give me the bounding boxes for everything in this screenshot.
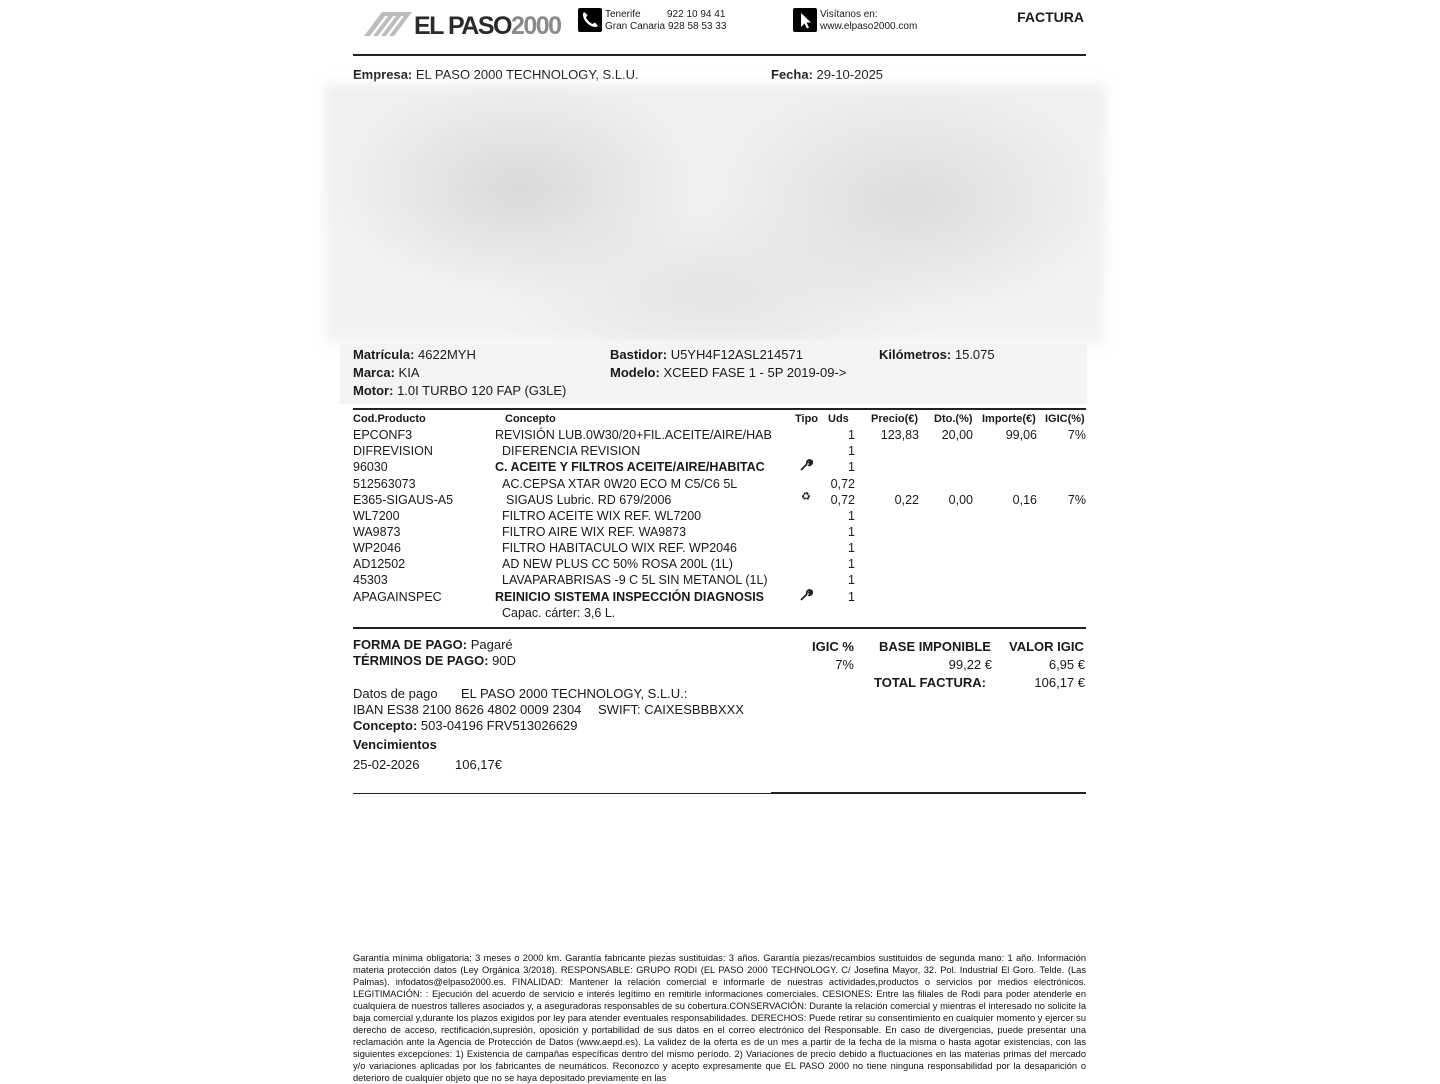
- col-header-importe: Importe(€): [982, 413, 1036, 425]
- kilometros-value: 15.075: [954, 347, 995, 362]
- line-uds: 1: [848, 590, 855, 604]
- matricula-value: 4622MYH: [418, 347, 476, 362]
- motor-label: Motor:: [353, 383, 394, 398]
- line-dto: 20,00: [941, 428, 973, 442]
- company-value: EL PASO 2000 TECHNOLOGY, S.L.U.: [415, 67, 639, 82]
- motor-row: [353, 383, 566, 398]
- footer-divider-right: [771, 792, 1086, 794]
- col-header-uds: Uds: [828, 413, 849, 425]
- line-codigo: WL7200: [353, 509, 400, 523]
- line-codigo: WA9873: [353, 525, 401, 539]
- line-codigo: 45303: [353, 573, 388, 587]
- date-value: 29-10-2025: [816, 67, 884, 82]
- company-label: Empresa:: [353, 67, 413, 82]
- swift-value: SWIFT: CAIXESBBBXXX: [598, 702, 744, 717]
- totals-igic-value: 7%: [835, 657, 854, 672]
- capacity-note: Capac. cárter: 3,6 L.: [502, 606, 616, 620]
- company-logo: [414, 12, 561, 41]
- col-header-tipo: Tipo: [795, 413, 819, 425]
- line-uds: 0,72: [830, 477, 855, 491]
- wrench-icon: [800, 589, 813, 602]
- line-codigo: 512563073: [353, 477, 416, 491]
- col-header-codigo: Cod.Producto: [353, 413, 426, 425]
- total-factura-value: 106,17 €: [1034, 675, 1085, 690]
- line-uds: 1: [848, 557, 855, 571]
- concepto-label: Concepto:: [353, 718, 418, 733]
- line-concepto: AC.CEPSA XTAR 0W20 ECO M C5/C6 5L: [502, 477, 738, 491]
- line-concepto: FILTRO HABITACULO WIX REF. WP2046: [502, 541, 737, 555]
- legal-text: Garantía mínima obligatoria: 3 meses o 2000 km. Garantía fabricante piezas sustituidas: 3 años. Garantía piezas/recambios sustituidos de segunda mano: 1 año. Información materia protección datos (Ley Orgánica 3/2018). RESPONSABLE: GRUPO RODI (EL PASO 2000 TECHNOLOGY. C/ Josefina Mayor, 32. Pol. Industrial El Goro. Telde. (Las Palmas). infodatos@elpaso2000.es. FINALIDAD: Mantener la relación comercial e informarle de nuestras actividades,productos o servicios por medios electrónicos. LEGITIMACIÓN: : Ejecución del acuerdo de servicio e interés legítimo en remitirle informaciones comerciales. CESIONES: Entre las filiales de Rodi para poder atenderle en cualquiera de nuestros talleres asociados y, a aseguradoras responsables de su cobertura.CONSERVACIÓN: Durante la relación comercial y mientras el interesado no solicite la baja comercial y,durante los plazos exigidos por ley para atender eventuales responsabilidades. DERECHOS: Puede retirar su consentimiento en cualquier momento y ejercer su derecho de acceso, rectificación,supresión, oposición y portabilidad de sus datos en el correo electrónico del Responsable. En caso de divergencias, puede presentar una reclamación ante la Agencia de Protección de Datos (www.aepd.es). La validez de la oferta es de un mes a partir de la fecha de la misma o hasta agotar existencias, con las siguientes excepciones: 1) Existencia de campañas específicas dentro del mismo período. 2) Variaciones de precio debido a fluctuaciones en las materias primas del mercado y/o variaciones aplicadas por los fabricantes de neumáticos. Reconozco y acepto expresamente que EL PASO 2000 no tiene ninguna responsabilidad por la desaparición o deterioro de cualquier objeto que no se haya depositado previamente en las: [353, 953, 1086, 1083]
- datos-pago-empresa: EL PASO 2000 TECHNOLOGY, S.L.U.:: [461, 686, 688, 701]
- line-concepto: LAVAPARABRISAS -9 C 5L SIN METANOL (1L): [502, 573, 768, 587]
- line-igic: 7%: [1067, 428, 1086, 442]
- line-codigo: E365-SIGAUS-A5: [353, 493, 454, 507]
- line-uds: 1: [848, 460, 855, 474]
- line-codigo: 96030: [353, 460, 388, 474]
- line-concepto: DIFERENCIA REVISION: [502, 444, 641, 458]
- line-uds: 1: [848, 525, 855, 539]
- table-bottom-divider: [353, 627, 1086, 629]
- line-uds: 1: [848, 573, 855, 587]
- line-concepto: REINICIO SISTEMA INSPECCIÓN DIAGNOSIS: [495, 590, 765, 604]
- phone-tenerife-label: Tenerife: [605, 9, 641, 20]
- modelo-row: [610, 365, 846, 380]
- marca-label: Marca:: [353, 365, 395, 380]
- document-type-title: FACTURA: [1017, 9, 1084, 25]
- web-label: Visítanos en:: [820, 9, 878, 20]
- line-codigo: DIFREVISION: [353, 444, 433, 458]
- totals-base-value: 99,22 €: [948, 657, 992, 672]
- datos-pago-label: Datos de pago: [353, 686, 438, 701]
- line-codigo: AD12502: [353, 557, 406, 571]
- recycle-icon: ♻: [801, 491, 811, 503]
- date-label: Fecha:: [771, 67, 813, 82]
- matricula-label: Matrícula:: [353, 347, 415, 362]
- modelo-value: XCEED FASE 1 - 5P 2019-09->: [663, 365, 847, 380]
- line-importe: 0,16: [1012, 493, 1037, 507]
- total-factura-label: TOTAL FACTURA:: [874, 675, 986, 690]
- iban-value: IBAN ES38 2100 8626 4802 0009 2304: [353, 702, 582, 717]
- line-uds: 1: [848, 428, 855, 442]
- phone-icon: [578, 8, 602, 32]
- bastidor-label: Bastidor:: [610, 347, 668, 362]
- line-uds: 1: [848, 541, 855, 555]
- kilometros-label: Kilómetros:: [879, 347, 952, 362]
- line-concepto: REVISIÓN LUB.0W30/20+FIL.ACEITE/AIRE/HAB: [495, 428, 772, 442]
- concepto-value: 503-04196 FRV513026629: [420, 718, 578, 733]
- line-concepto: C. ACEITE Y FILTROS ACEITE/AIRE/HABITAC: [495, 460, 765, 474]
- web-url-link[interactable]: www.elpaso2000.com: [820, 21, 918, 32]
- totals-valor-header: VALOR IGIC: [1009, 639, 1084, 654]
- forma-pago-value: Pagaré: [470, 637, 513, 652]
- line-uds: 1: [848, 444, 855, 458]
- vencimiento-importe: 106,17€: [455, 757, 502, 772]
- bastidor-value: U5YH4F12ASL214571: [670, 347, 803, 362]
- kilometros-row: [879, 347, 995, 362]
- line-importe: 99,06: [1005, 428, 1037, 442]
- phone-tenerife-number[interactable]: 922 10 94 41: [667, 9, 726, 20]
- line-dto: 0,00: [948, 493, 973, 507]
- line-uds: 1: [848, 509, 855, 523]
- vencimientos-heading: Vencimientos: [353, 737, 437, 752]
- company-row: [353, 67, 639, 82]
- line-precio: 0,22: [894, 493, 919, 507]
- logo-text-number: 2000: [510, 12, 561, 40]
- line-codigo: EPCONF3: [353, 428, 413, 442]
- line-precio: 123,83: [880, 428, 919, 442]
- totals-valor-value: 6,95 €: [1048, 657, 1085, 672]
- date-row: [771, 67, 883, 82]
- line-igic: 7%: [1067, 493, 1086, 507]
- line-codigo: APAGAINSPEC: [353, 590, 442, 604]
- line-codigo: WP2046: [353, 541, 401, 555]
- phone-gc-label: Gran Canaria: [605, 21, 666, 32]
- marca-value: KIA: [398, 365, 420, 380]
- concepto-row: [353, 718, 578, 733]
- terminos-pago-label: TÉRMINOS DE PAGO:: [353, 653, 489, 668]
- terminos-pago-value: 90D: [492, 653, 517, 668]
- line-concepto: FILTRO ACEITE WIX REF. WL7200: [502, 509, 702, 523]
- table-top-divider: [353, 408, 1086, 410]
- motor-value: 1.0I TURBO 120 FAP (G3LE): [397, 383, 567, 398]
- cursor-icon: [793, 8, 817, 32]
- phone-gc-number[interactable]: 928 58 53 33: [668, 21, 727, 32]
- logo-text-main: EL PASO: [414, 12, 511, 40]
- line-uds: 0,72: [830, 493, 855, 507]
- line-concepto: SIGAUS Lubric. RD 679/2006: [506, 493, 672, 507]
- header-divider: [353, 54, 1086, 56]
- totals-base-header: BASE IMPONIBLE: [879, 639, 991, 654]
- wrench-icon: [800, 459, 813, 472]
- line-concepto: FILTRO AIRE WIX REF. WA9873: [502, 525, 687, 539]
- redacted-customer-area: [325, 84, 1105, 344]
- col-header-igic: IGIC(%): [1045, 413, 1085, 425]
- modelo-label: Modelo:: [610, 365, 660, 380]
- bastidor-row: [610, 347, 803, 362]
- col-header-precio: Precio(€): [871, 413, 919, 425]
- marca-row: [353, 365, 420, 380]
- logo-swoosh-icon: [360, 8, 418, 38]
- line-concepto: AD NEW PLUS CC 50% ROSA 200L (1L): [502, 557, 733, 571]
- forma-pago-label: FORMA DE PAGO:: [353, 637, 468, 652]
- col-header-concepto: Concepto: [505, 413, 556, 425]
- vencimiento-fecha: 25-02-2026: [353, 757, 420, 772]
- matricula-row: [353, 347, 476, 362]
- col-header-dto: Dto.(%): [934, 413, 973, 425]
- terminos-pago-row: [353, 653, 516, 668]
- forma-pago-row: [353, 637, 513, 652]
- totals-igic-header: IGIC %: [812, 639, 854, 654]
